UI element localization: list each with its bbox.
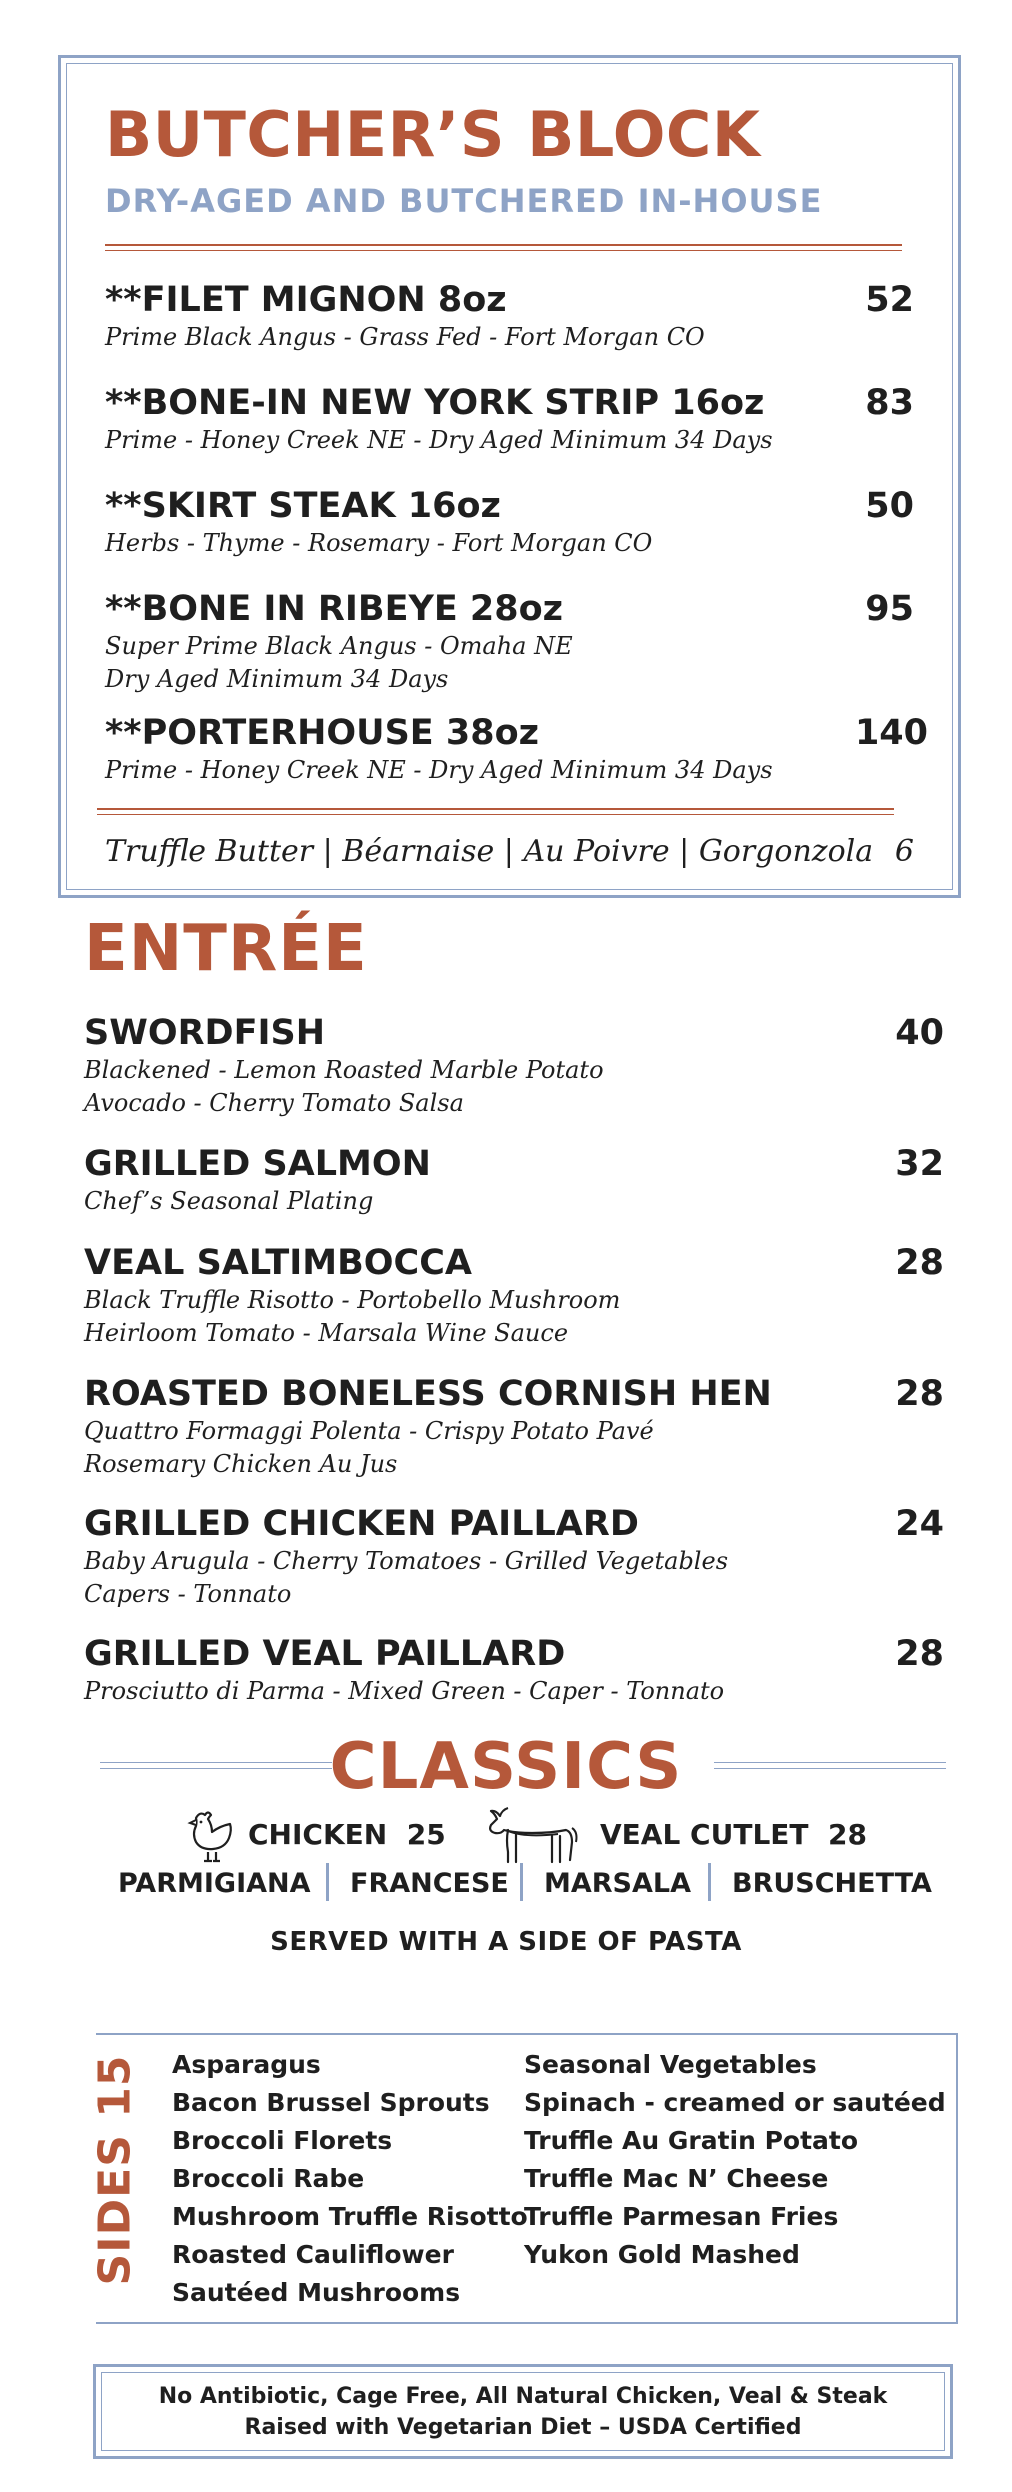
item-price: 28 [895, 1634, 944, 1674]
item-name: **FILET MIGNON 8oz [105, 280, 507, 320]
item-price: 50 [865, 486, 914, 526]
style-marsala: MARSALA [544, 1868, 691, 1899]
side-item: Mushroom Truffle Risotto [172, 2202, 528, 2231]
butchers-block-bottom-rule [97, 808, 894, 815]
butchers-block-title: BUTCHER’S BLOCK [105, 98, 761, 171]
item-description: Black Truffle Risotto - Portobello Mushroom [84, 1286, 621, 1314]
footer-line: No Antibiotic, Cage Free, All Natural Chicken, Veal & Steak [158, 2383, 888, 2409]
entree-item [84, 1012, 944, 1120]
side-item: Sautéed Mushrooms [172, 2278, 461, 2307]
item-price: 95 [865, 589, 914, 629]
item-description: Prime Black Angus - Grass Fed - Fort Morgan CO [105, 323, 705, 351]
side-item: Bacon Brussel Sprouts [172, 2088, 490, 2117]
item-description: Rosemary Chicken Au Jus [84, 1450, 398, 1478]
item-name: GRILLED SALMON [84, 1144, 431, 1184]
veal-label: VEAL CUTLET [600, 1818, 809, 1851]
classics-title: CLASSICS [329, 1730, 683, 1804]
steak-item [105, 382, 914, 457]
item-description: Prime - Honey Creek NE - Dry Aged Minimum 34 Days [105, 756, 773, 784]
steak-item [105, 485, 914, 560]
steak-item [105, 588, 914, 696]
item-name: **BONE IN RIBEYE 28oz [105, 589, 564, 629]
style-separator [708, 1863, 711, 1901]
sauce-options [105, 834, 914, 869]
butchers-block-inner-frame [66, 63, 953, 890]
butchers-block-top-rule [105, 244, 902, 251]
item-price: 140 [854, 713, 928, 753]
sides-label [90, 2050, 140, 2290]
item-name: SWORDFISH [84, 1013, 326, 1053]
side-item: Yukon Gold Mashed [524, 2240, 800, 2269]
item-description: Chef’s Seasonal Plating [84, 1187, 374, 1215]
item-name: **PORTERHOUSE 38oz [105, 713, 540, 753]
style-parmigiana: PARMIGIANA [118, 1868, 311, 1899]
footer-inner-frame [101, 2372, 945, 2451]
chicken-label: CHICKEN [248, 1818, 388, 1851]
side-item: Truffle Mac N’ Cheese [524, 2164, 829, 2193]
style-separator [520, 1863, 523, 1901]
side-item: Truffle Parmesan Fries [524, 2202, 839, 2231]
side-item: Broccoli Florets [172, 2126, 393, 2155]
item-name: **BONE-IN NEW YORK STRIP 16oz [105, 383, 765, 423]
side-item: Asparagus [172, 2050, 321, 2079]
item-price: 40 [895, 1013, 944, 1053]
steak-item [105, 712, 928, 787]
entree-item [84, 1373, 944, 1481]
item-description: Prosciutto di Parma - Mixed Green - Caper - Tonnato [84, 1677, 725, 1705]
entree-item [84, 1633, 944, 1708]
classics-chicken [248, 1818, 446, 1851]
side-item: Broccoli Rabe [172, 2164, 365, 2193]
item-name: ROASTED BONELESS CORNISH HEN [84, 1374, 772, 1414]
item-description: Blackened - Lemon Roasted Marble Potato [84, 1056, 604, 1084]
side-item: Seasonal Vegetables [524, 2050, 817, 2079]
style-separator [326, 1863, 329, 1901]
side-item: Roasted Cauliflower [172, 2240, 454, 2269]
entree-item [84, 1143, 944, 1218]
item-description: Herbs - Thyme - Rosemary - Fort Morgan CO [105, 529, 653, 557]
item-description: Prime - Honey Creek NE - Dry Aged Minimum 34 Days [105, 426, 773, 454]
certification-footer [93, 2364, 953, 2459]
chicken-price: 25 [406, 1818, 446, 1851]
item-price: 32 [895, 1144, 944, 1184]
item-price: 52 [865, 280, 914, 320]
item-price: 28 [895, 1374, 944, 1414]
entree-item [84, 1503, 944, 1611]
footer-line: Raised with Vegetarian Diet – USDA Certified [244, 2414, 802, 2440]
chicken-icon [186, 1808, 238, 1864]
sides-label-text: SIDES 15 [89, 2054, 141, 2286]
item-description: Super Prime Black Angus - Omaha NE [105, 632, 573, 660]
item-description: Avocado - Cherry Tomato Salsa [84, 1089, 464, 1117]
served-with-note: SERVED WITH A SIDE OF PASTA [270, 1927, 742, 1957]
cow-icon [486, 1806, 582, 1866]
steak-item [105, 279, 914, 354]
item-description: Baby Arugula - Cherry Tomatoes - Grilled Vegetables [84, 1547, 729, 1575]
item-name: VEAL SALTIMBOCCA [84, 1243, 472, 1283]
entree-title: ENTRÉE [84, 912, 368, 986]
item-description: Heirloom Tomato - Marsala Wine Sauce [84, 1319, 569, 1347]
item-price: 24 [895, 1504, 944, 1544]
item-name: GRILLED VEAL PAILLARD [84, 1634, 566, 1674]
item-name: **SKIRT STEAK 16oz [105, 486, 501, 526]
item-name: GRILLED CHICKEN PAILLARD [84, 1504, 639, 1544]
sauce-list: Truffle Butter | Béarnaise | Au Poivre | Gorgonzola [105, 834, 874, 869]
side-item: Spinach - creamed or sautéed [524, 2088, 946, 2117]
style-bruschetta: BRUSCHETTA [732, 1868, 932, 1899]
item-price: 28 [895, 1243, 944, 1283]
classics-veal [600, 1818, 867, 1851]
entree-item [84, 1242, 944, 1350]
sauce-price: 6 [894, 834, 914, 869]
butchers-block-section [58, 55, 961, 898]
item-description: Dry Aged Minimum 34 Days [105, 665, 449, 693]
veal-price: 28 [828, 1818, 867, 1851]
butchers-block-subtitle: DRY-AGED AND BUTCHERED IN-HOUSE [105, 182, 823, 220]
item-description: Capers - Tonnato [84, 1580, 292, 1608]
item-description: Quattro Formaggi Polenta - Crispy Potato Pavé [84, 1417, 654, 1445]
side-item: Truffle Au Gratin Potato [524, 2126, 859, 2155]
item-price: 83 [865, 383, 914, 423]
style-francese: FRANCESE [350, 1868, 509, 1899]
